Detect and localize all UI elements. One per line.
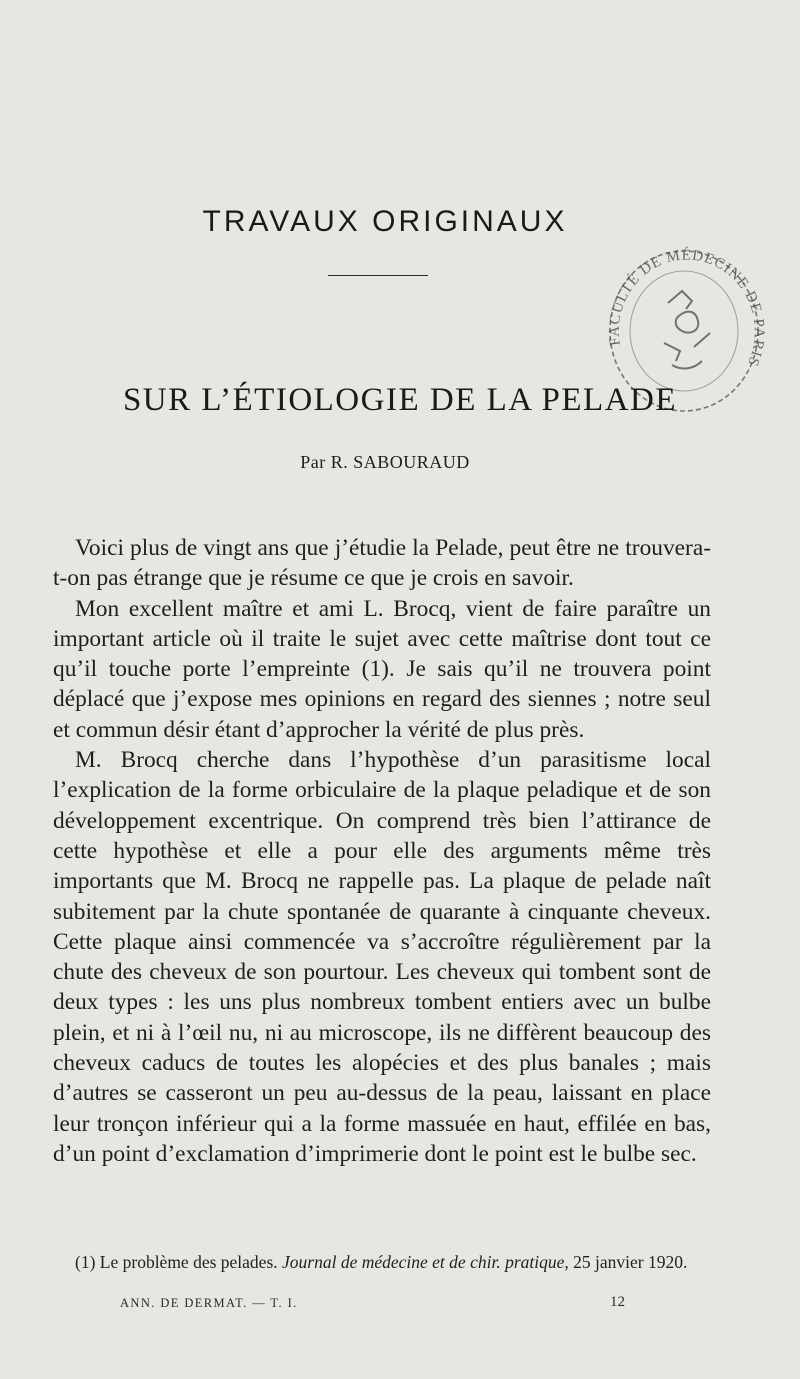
body-paragraph: Mon excellent maître et ami L. Brocq, vient de faire paraître un important article où il traite le sujet avec cette maîtrise dont tout ce qu’il touche porte l’empreinte (1). Je sais qu’il ne trouvera point déplacé que j’expose mes opinions en regard des siennes ; notre seul et commun désir étant d’approcher la vérité de plus près. xyxy=(53,595,711,743)
heading-rule xyxy=(328,275,428,276)
footnote-date: 25 janvier 1920. xyxy=(573,1252,688,1272)
footnote xyxy=(53,1251,711,1273)
article-author: Par R. SABOURAUD xyxy=(300,452,470,472)
footnote-journal: Journal de médecine et de chir. pratique, xyxy=(282,1252,569,1272)
section-heading: TRAVAUX ORIGINAUX xyxy=(202,205,568,238)
journal-abbreviation: ANN. DE DERMAT. — T. I. xyxy=(120,1296,298,1310)
footnote-text: Le problème des pelades. xyxy=(99,1252,278,1272)
body-paragraph: M. Brocq cherche dans l’hypothèse d’un parasitisme local l’explication de la forme orbiculaire de la plaque peladique et de son développement excentrique. On comprend très bien l’attirance de cette hypothèse et elle a pour elle des arguments même très importants que M. Brocq ne rappelle pas. La plaque de pelade naît subitement par la chute spontanée de quarante à cinquante cheveux. Cette plaque ainsi commencée va s’accroître régulièrement par la chute des cheveux de son pourtour. Les cheveux qui tombent sont de deux types : les uns plus nombreux tombent entiers avec un bulbe plein, et ni à l’œil nu, ni au microscope, ils ne diffèrent beaucoup des cheveux caducs de toutes les alopécies et des plus banales ; mais d’autres se casseront un peu au-dessus de la peau, laissant en place leur tronçon inférieur qui a la forme massuée en haut, effilée en bas, d’un point d’exclamation d’imprimerie dont le point est le bulbe sec. xyxy=(53,747,711,1167)
svg-text:FACULTÉ DE MÉDECINE DE PARIS: FACULTÉ DE MÉDECINE DE PARIS xyxy=(606,247,767,370)
article-title: SUR L’ÉTIOLOGIE DE LA PELADE xyxy=(122,382,678,418)
article-body xyxy=(53,533,711,1169)
running-footer xyxy=(120,1296,625,1311)
page-number: 12 xyxy=(610,1294,625,1310)
footnote-marker: (1) xyxy=(75,1252,96,1272)
body-paragraph: Voici plus de vingt ans que j’étudie la Pelade, peut être ne trouvera-t-on pas étrange que je résume ce que je crois en savoir. xyxy=(53,535,711,592)
